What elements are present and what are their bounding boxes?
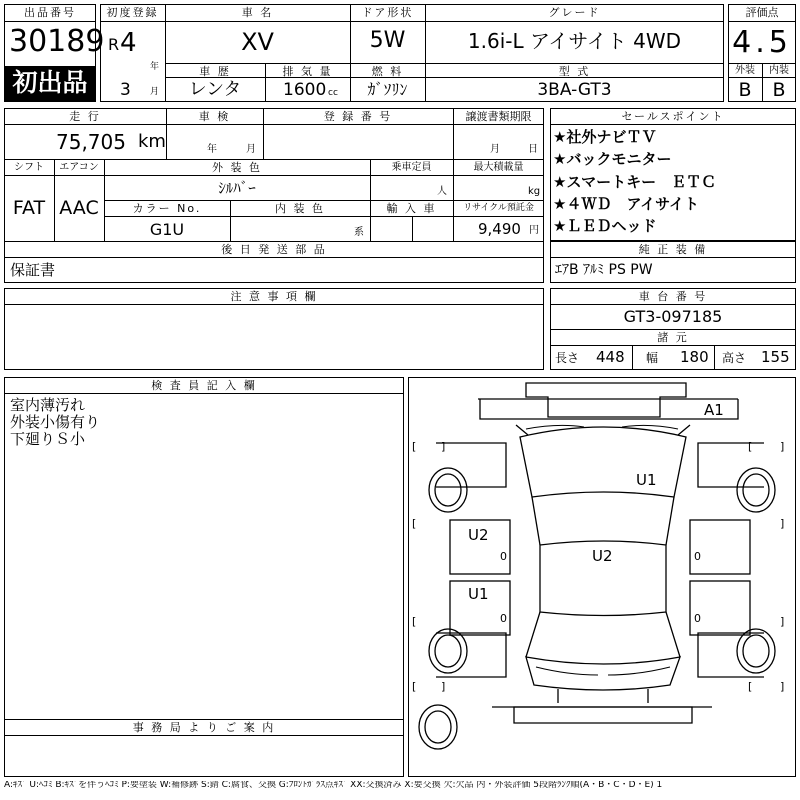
interior-label: 内装 [769,65,789,76]
inspector-note: 下廻りＳ小 [10,430,86,448]
score-value: 4.5 [732,25,792,60]
svg-text:[: [ [412,517,417,530]
displacement-unit: cc [328,88,338,98]
lot-label: 出品番号 [24,6,76,19]
svg-text:0: 0 [694,550,701,563]
svg-text:]: ] [780,615,785,628]
front-bumper-outline [526,383,686,417]
width-value: 180 [680,348,709,366]
right-rear-fender [698,633,764,677]
mileage-label: 走 行 [69,110,101,123]
color-no-label: カラー No. [132,202,202,215]
svg-text:[: [ [748,440,753,453]
reg-label: 初度登録 [106,6,159,19]
exterior-grade: B [738,79,752,101]
right-rear-door [690,581,750,635]
reg-year: 4 [120,28,137,58]
rear-bumper [514,707,692,723]
car-name: XV [241,28,274,56]
score-label: 評価点 [745,6,779,19]
first-listing-text: 初出品 [12,68,88,97]
reg-month-unit: 月 [150,87,160,97]
import-label: 輸 入 車 [386,202,437,215]
equipment-value: ｴｱB ｱﾙﾐ PS PW [555,262,653,278]
reg-year-unit: 年 [150,62,160,72]
mileage-unit: km [138,131,166,152]
svg-text:]: ] [441,680,446,693]
car-name-label: 車 名 [241,6,274,19]
office-label: 事 務 局 よ り ご 案 内 [132,721,276,734]
svg-text:[: [ [412,680,417,693]
svg-text:0: 0 [500,612,507,625]
height-value: 155 [761,348,790,366]
sales-point: ★スマートキー ＥＴＣ [553,173,717,191]
recycle-unit: 円 [529,225,539,236]
history-value: レンタ [188,79,242,100]
inspection-month: 月 [246,144,256,155]
history-label: 車 歴 [199,65,231,78]
reg-month: 3 [120,80,131,100]
notes-label: 注 意 事 項 欄 [230,290,318,303]
mileage-value: 75,705 [56,130,126,154]
transfer-label: 譲渡書類期限 [465,110,532,123]
transfer-month: 月 [490,144,500,155]
svg-text:0: 0 [500,550,507,563]
door-label: ドア形状 [361,6,414,19]
displacement-label: 排 気 量 [282,65,333,78]
svg-text:[: [ [412,440,417,453]
svg-text:]: ] [780,680,785,693]
rear-window [526,657,680,690]
displacement-value: 1600 [283,80,327,100]
dims-label: 諸 元 [657,331,689,344]
ext-color-value: ｼﾙﾊﾞｰ [218,179,256,197]
svg-text:]: ] [780,517,785,530]
capacity-label: 乗車定員 [391,162,432,173]
model-label: 型 式 [558,65,591,78]
chassis-label: 車 台 番 号 [638,290,708,303]
lot-number: 30189 [9,24,105,59]
sales-point: ★バックモニター [553,150,672,168]
plate-label: 登 録 番 号 [323,110,393,123]
mark-a1: A1 [704,401,724,419]
svg-text:]: ] [441,440,446,453]
model-value: 3BA-GT3 [537,80,612,100]
grade-label: グレード [548,6,601,19]
svg-text:0: 0 [694,612,701,625]
left-rear-fender [436,633,506,677]
int-color-label: 内 装 色 [275,202,325,215]
length-label: 長さ [555,351,580,365]
svg-text:]: ] [780,440,785,453]
shift-value: FAT [12,197,46,219]
load-label: 最大積載量 [473,162,524,173]
length-value: 448 [596,348,625,366]
parts-value: 保証書 [10,261,56,279]
height-label: 高さ [722,351,747,365]
aircon-label: エアコン [59,162,99,173]
fuel-value: ｶﾞｿﾘﾝ [367,80,408,99]
parts-label: 後 日 発 送 部 品 [221,243,327,256]
equipment-label: 純 正 装 備 [638,243,708,256]
mark-u1: U1 [636,471,657,489]
sales-point: ★４ＷＤ アイサイト [553,195,700,213]
inspector-note: 外装小傷有り [10,413,101,431]
fuel-label: 燃 料 [371,65,404,78]
right-front-fender [698,443,764,487]
mark-u1: U1 [468,585,489,603]
shift-label: シフト [14,162,44,173]
svg-text:[: [ [412,615,417,628]
sales-point: ★社外ナビＴＶ [553,128,657,146]
mark-u2: U2 [468,526,489,544]
recycle-value: 9,490 [478,220,521,238]
windshield [520,427,686,497]
interior-grade: B [772,79,786,101]
color-no-value: G1U [149,220,185,239]
aircon-value: AAC [59,197,99,219]
int-color-unit: 系 [354,227,364,238]
inspector-note: 室内薄汚れ [10,396,86,414]
width-label: 幅 [646,351,659,365]
grade-value: 1.6i-L アイサイト 4WD [467,29,682,53]
left-front-fender [436,443,506,487]
exterior-label: 外装 [735,65,755,76]
reg-era: R [108,35,120,54]
inspection-year: 年 [207,144,217,155]
right-front-door [690,520,750,574]
inspection-label: 車 検 [198,110,231,123]
transfer-day: 日 [528,144,538,155]
chassis-value: GT3-097185 [623,307,723,326]
sales-point: ★ＬＥＤヘッド [553,217,657,235]
capacity-unit: 人 [437,186,447,197]
legend-text: A:ｷｽﾞ U:ﾍｺﾐ B:ｷｽﾞを伴うﾍｺﾐ P:要塗装 W:補修跡 S:錆 C:腐食、交換 G:ﾌﾛﾝﾄｶﾞﾗｽ点ｷｽﾞ XX:交換済み X:要交換 欠:欠品 内・外装評価 5段階ﾗﾝｸ順(A・B・C・D・E) 1 [4,781,663,790]
inspector-label: 検 査 員 記 入 欄 [151,379,257,392]
car-damage-diagram [408,377,796,777]
load-unit: kg [528,186,541,197]
recycle-label: リサイクル預託金 [463,203,534,213]
svg-text:[: [ [748,680,753,693]
sales-label: セールスポイント [621,110,725,123]
mark-u2: U2 [592,547,613,565]
door-value: 5W [369,28,406,53]
ext-color-label: 外 装 色 [212,161,262,174]
